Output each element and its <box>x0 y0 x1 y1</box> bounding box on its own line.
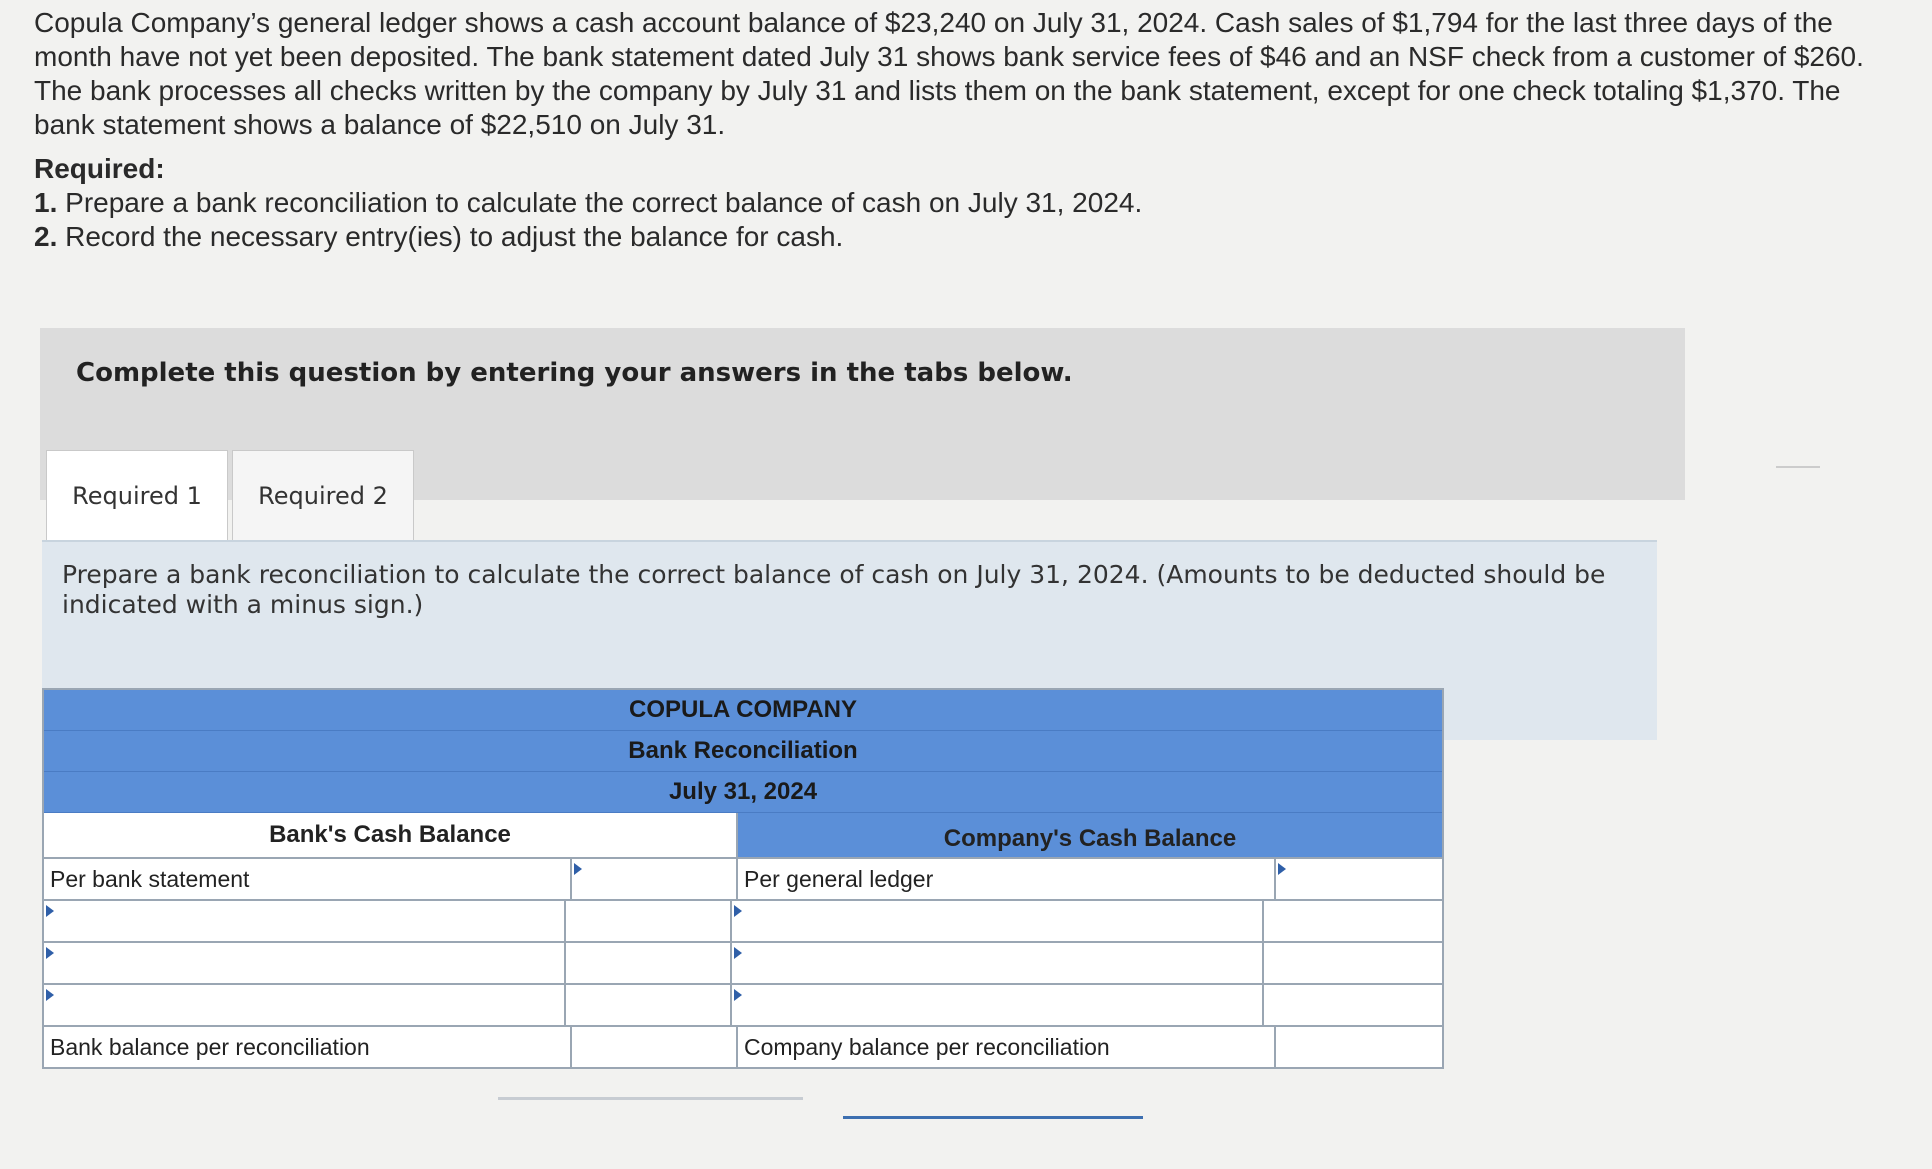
company-adjustment-amount-input-2[interactable] <box>1264 943 1442 983</box>
company-total-amount-cell <box>1276 1027 1442 1067</box>
recon-title: Bank Reconciliation <box>44 731 1442 772</box>
bank-first-label: Per bank statement <box>44 859 572 899</box>
recon-column-headers <box>44 813 1442 857</box>
bank-adjustment-label-cell-1 <box>44 901 566 941</box>
bank-total-label: Bank balance per reconciliation <box>44 1027 572 1067</box>
input-marker-icon <box>46 905 54 917</box>
input-marker-icon <box>46 947 54 959</box>
bank-adjustment-amount-input-3[interactable] <box>566 985 730 1025</box>
company-first-label: Per general ledger <box>738 859 1276 899</box>
bank-adjustment-amount-cell-2 <box>566 943 732 983</box>
company-adjustment-label-cell-1 <box>732 901 1264 941</box>
recon-row-4 <box>44 983 1442 1025</box>
bank-adjustment-label-cell-2 <box>44 943 566 983</box>
recon-total-row <box>44 1025 1442 1067</box>
company-balance-header: Company's Cash Balance <box>738 813 1442 857</box>
instructions-text: Prepare a bank reconciliation to calculate the correct balance of cash on July 31, 2024. (Amounts to be deducted should be indicated with a minus sign.) <box>62 560 1606 619</box>
problem-statement <box>34 6 1864 254</box>
company-adjustment-amount-cell-1 <box>1264 901 1442 941</box>
panel-title: Complete this question by entering your answers in the tabs below. <box>76 358 1073 388</box>
input-marker-icon <box>734 989 742 1001</box>
company-total-label: Company balance per reconciliation <box>738 1027 1276 1067</box>
company-adjustment-label-cell-3 <box>732 985 1264 1025</box>
recon-row-1 <box>44 857 1442 899</box>
company-adjustment-label-input-3[interactable] <box>732 985 1262 1025</box>
bank-adjustment-label-input-1[interactable] <box>44 901 564 941</box>
input-marker-icon <box>574 863 582 875</box>
bank-adjustment-amount-input-2[interactable] <box>566 943 730 983</box>
recon-date: July 31, 2024 <box>44 772 1442 813</box>
bank-adjustment-label-input-2[interactable] <box>44 943 564 983</box>
company-adjustment-amount-input-1[interactable] <box>1264 901 1442 941</box>
company-adjustment-amount-cell-3 <box>1264 985 1442 1025</box>
required-item-1-number: 1. <box>34 187 58 218</box>
required-item-1 <box>34 186 1864 220</box>
input-marker-icon <box>734 905 742 917</box>
problem-paragraph: Copula Company’s general ledger shows a cash account balance of $23,240 on July 31, 2024. Cash sales of $1,794 for the last three days of the month have not yet been deposited. The bank statement dated July 31 shows bank service fees of $46 and an NSF check from a customer of $260. The bank processes all checks written by the company by July 31 and lists them on the bank statement, except for one check totaling $1,370. The bank statement shows a balance of $22,510 on July 31. <box>34 7 1864 140</box>
accent-divider-line <box>843 1116 1143 1119</box>
decorative-mark <box>1776 466 1820 468</box>
bank-adjustment-amount-input-1[interactable] <box>566 901 730 941</box>
input-marker-icon <box>46 989 54 1001</box>
required-item-2 <box>34 220 1864 254</box>
recon-company-name: COPULA COMPANY <box>44 690 1442 731</box>
required-item-2-number: 2. <box>34 221 58 252</box>
company-adjustment-amount-cell-2 <box>1264 943 1442 983</box>
company-first-amount-input[interactable] <box>1276 859 1442 899</box>
tab-required-2[interactable]: Required 2 <box>232 450 414 541</box>
bank-first-amount-cell <box>572 859 738 899</box>
bank-balance-header: Bank's Cash Balance <box>44 813 738 857</box>
input-marker-icon <box>734 947 742 959</box>
tab-required-1[interactable]: Required 1 <box>46 450 228 541</box>
bank-total-amount-cell <box>572 1027 738 1067</box>
required-heading: Required: <box>34 153 165 184</box>
recon-row-2 <box>44 899 1442 941</box>
company-adjustment-label-input-1[interactable] <box>732 901 1262 941</box>
company-total-amount-input[interactable] <box>1276 1027 1442 1067</box>
company-adjustment-amount-input-3[interactable] <box>1264 985 1442 1025</box>
required-item-2-text: Record the necessary entry(ies) to adjust the balance for cash. <box>65 221 844 252</box>
bank-adjustment-label-cell-3 <box>44 985 566 1025</box>
recon-row-3 <box>44 941 1442 983</box>
bank-total-amount-input[interactable] <box>572 1027 736 1067</box>
company-adjustment-label-input-2[interactable] <box>732 943 1262 983</box>
bank-first-amount-input[interactable] <box>572 859 736 899</box>
bank-adjustment-label-input-3[interactable] <box>44 985 564 1025</box>
bank-reconciliation-table <box>42 688 1444 1069</box>
input-marker-icon <box>1278 863 1286 875</box>
bank-adjustment-amount-cell-1 <box>566 901 732 941</box>
divider-line <box>498 1097 803 1100</box>
bank-adjustment-amount-cell-3 <box>566 985 732 1025</box>
company-adjustment-label-cell-2 <box>732 943 1264 983</box>
company-first-amount-cell <box>1276 859 1442 899</box>
required-item-1-text: Prepare a bank reconciliation to calculate the correct balance of cash on July 31, 2024. <box>65 187 1143 218</box>
